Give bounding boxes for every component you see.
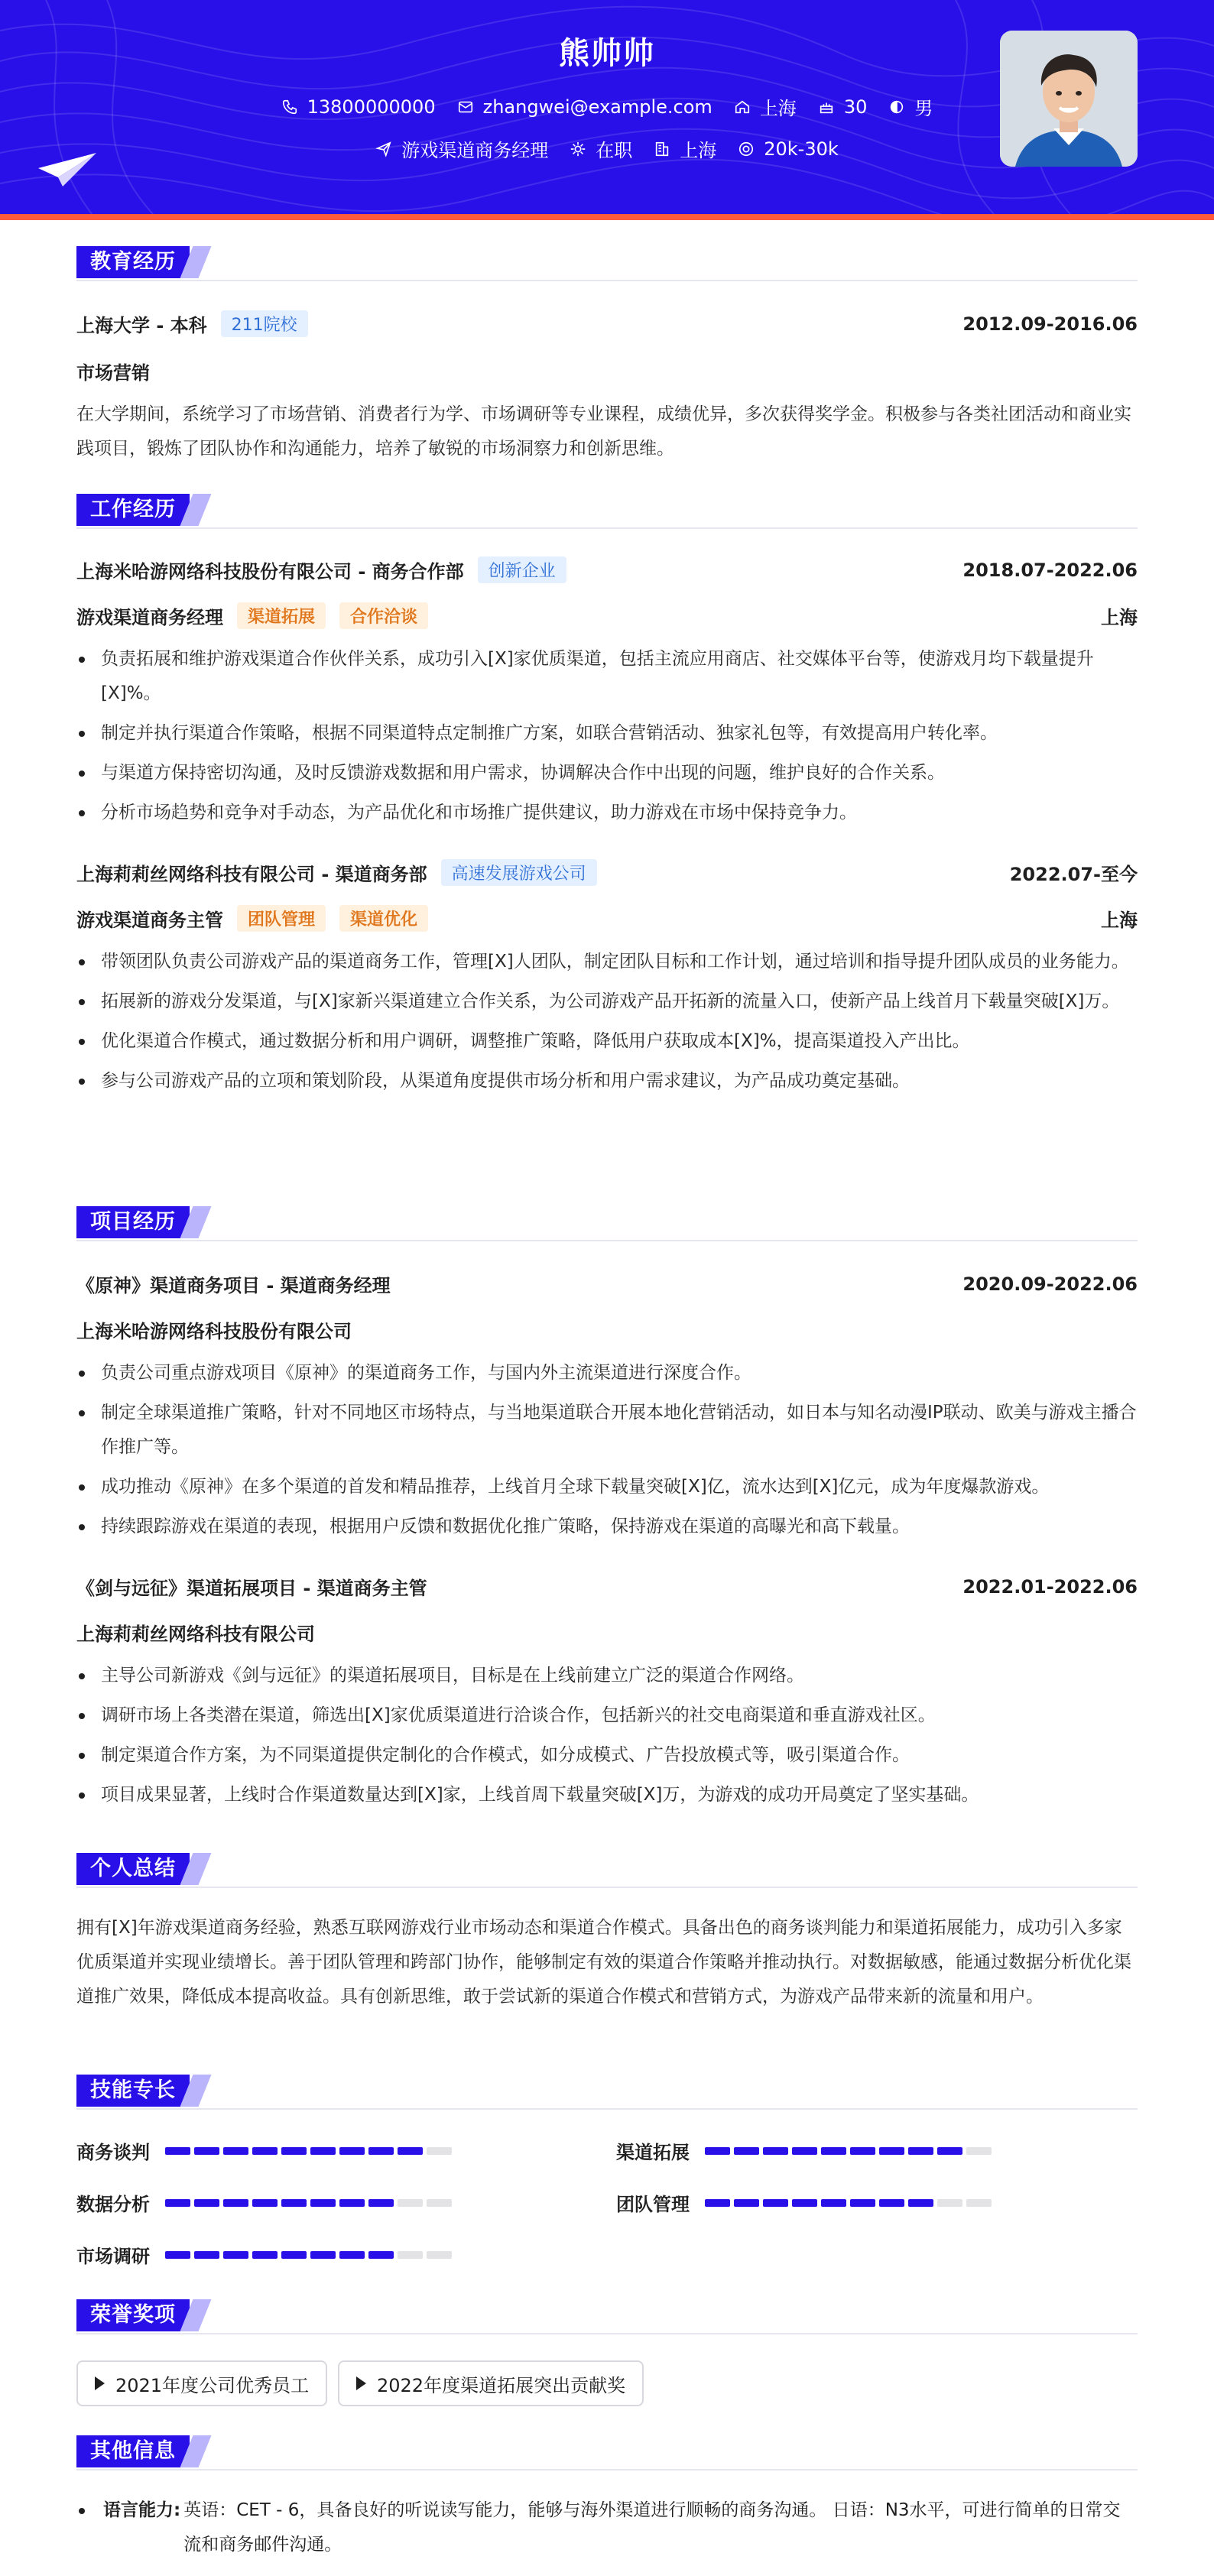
avatar xyxy=(1000,31,1138,167)
section-title-awards xyxy=(76,2299,1138,2334)
section-divider xyxy=(76,1887,1138,1888)
role-tag: 渠道优化 xyxy=(339,905,428,932)
skill-name: 市场调研 xyxy=(76,2246,150,2267)
status-icon xyxy=(570,141,586,157)
list-item: 参与公司游戏产品的立项和策划阶段，从渠道角度提供市场分析和用户需求建议，为产品成功奠定基础。 xyxy=(76,1064,1138,1098)
skill-bar-filled xyxy=(763,2147,788,2155)
skill-bar-filled xyxy=(339,2199,365,2207)
target-position-value: 游戏渠道商务经理 xyxy=(401,140,549,161)
list-item: 带领团队负责公司游戏产品的渠道商务工作，管理[X]人团队，制定团队目标和工作计划，通过培训和指导提升团队成员的业务能力。 xyxy=(76,945,1138,979)
section-title-label: 其他信息 xyxy=(76,2435,190,2467)
skill-bar-filled xyxy=(281,2199,307,2207)
list-item: 分析市场趋势和竞争对手动态，为产品优化和市场推广提供建议，助力游戏在市场中保持竞争力。 xyxy=(76,796,1138,830)
skill-bar-empty xyxy=(427,2199,452,2207)
skill-row xyxy=(616,2189,992,2216)
skill-name: 渠道拓展 xyxy=(616,2142,690,2163)
target-position-info xyxy=(375,135,548,162)
target-city-value: 上海 xyxy=(680,140,717,161)
section-title-summary xyxy=(76,1853,1138,1888)
skill-bar-filled xyxy=(908,2147,933,2155)
list-item: 成功推动《原神》在多个渠道的首发和精品推荐，上线首月全球下载量突破[X]亿，流水达到[X]亿元，成为年度爆款游戏。 xyxy=(76,1470,1138,1504)
job-role-row xyxy=(76,602,1138,629)
other-info-item xyxy=(76,2493,1138,2562)
section-title-label: 个人总结 xyxy=(76,1853,190,1885)
list-item: 拓展新的游戏分发渠道，与[X]家新兴渠道建立合作关系，为公司游戏产品开拓新的流量入口，使新产品上线首月下载量突破[X]万。 xyxy=(76,985,1138,1019)
skill-bar-filled xyxy=(763,2199,788,2207)
gender-icon xyxy=(888,99,905,115)
skill-bar-filled xyxy=(850,2147,875,2155)
job-role-row xyxy=(76,905,1138,932)
salary-value: 20k-30k xyxy=(764,138,839,160)
building-icon xyxy=(654,141,670,157)
skill-bar-filled xyxy=(310,2147,336,2155)
project-header-row xyxy=(76,1573,1138,1600)
section-divider xyxy=(76,2333,1138,2334)
project-period: 2020.09-2022.06 xyxy=(962,1273,1138,1295)
bullet-dot xyxy=(79,2508,85,2514)
role-tag: 渠道拓展 xyxy=(237,602,326,629)
skill-row xyxy=(76,2137,452,2164)
skill-bar-filled xyxy=(223,2251,248,2259)
paper-plane-icon xyxy=(37,151,98,188)
job-period: 2018.07-2022.06 xyxy=(962,559,1138,581)
skill-name: 数据分析 xyxy=(76,2194,150,2215)
skill-bar-filled xyxy=(705,2147,730,2155)
project-bullet-list xyxy=(76,1356,1138,1549)
award-item xyxy=(76,2360,327,2406)
skill-bar-filled xyxy=(252,2199,278,2207)
skill-bar-filled xyxy=(339,2251,365,2259)
project-name: 《剑与远征》渠道拓展项目 - 渠道商务主管 xyxy=(76,1578,427,1599)
skill-bar-filled xyxy=(310,2251,336,2259)
target-city-info xyxy=(654,135,716,162)
job-company: 上海米哈游网络科技股份有限公司 - 商务合作部 xyxy=(76,561,464,582)
role-tag: 团队管理 xyxy=(237,905,326,932)
education-major: 市场营销 xyxy=(76,362,150,384)
skill-bar-filled xyxy=(705,2199,730,2207)
skill-bar-filled xyxy=(850,2199,875,2207)
list-item: 制定全球渠道推广策略，针对不同地区市场特点，与当地渠道联合开展本地化营销活动，如日本与知名动漫IP联动、欧美与游戏主播合作推广等。 xyxy=(76,1396,1138,1465)
skill-bar-filled xyxy=(281,2251,307,2259)
section-divider xyxy=(76,2469,1138,2471)
job-period: 2022.07-至今 xyxy=(1009,864,1138,885)
salary-icon xyxy=(738,141,755,157)
section-title-label: 项目经历 xyxy=(76,1206,190,1238)
award-item xyxy=(338,2360,644,2406)
skill-bar-empty xyxy=(427,2147,452,2155)
award-name: 2022年度渠道拓展突出贡献奖 xyxy=(377,2374,626,2396)
other-info-key: 语言能力: xyxy=(103,2500,181,2520)
age-info xyxy=(818,96,868,118)
skill-bar-filled xyxy=(223,2147,248,2155)
skill-bar-filled xyxy=(734,2199,759,2207)
skill-bar-filled xyxy=(252,2251,278,2259)
list-item: 主导公司新游戏《剑与远征》的渠道拓展项目，目标是在上线前建立广泛的渠道合作网络。 xyxy=(76,1659,1138,1693)
education-period: 2012.09-2016.06 xyxy=(962,313,1138,335)
list-item: 负责拓展和维护游戏渠道合作伙伴关系，成功引入[X]家优质渠道，包括主流应用商店、社交媒体平台等，使游戏月均下载量提升[X]%。 xyxy=(76,642,1138,711)
avatar-illustration xyxy=(1000,31,1138,167)
list-item: 持续跟踪游戏在渠道的表现，根据用户反馈和数据优化推广策略，保持游戏在渠道的高曝光和高下载量。 xyxy=(76,1510,1138,1544)
skill-row xyxy=(76,2241,452,2268)
skill-bar-empty xyxy=(398,2199,423,2207)
skill-level-bars xyxy=(165,2199,452,2207)
section-title-other xyxy=(76,2435,1138,2471)
home-icon xyxy=(734,99,751,115)
job-city: 上海 xyxy=(1101,910,1138,931)
phone-info xyxy=(281,96,436,118)
job-header-row xyxy=(76,556,1138,583)
skill-name: 团队管理 xyxy=(616,2194,690,2215)
education-description: 在大学期间，系统学习了市场营销、消费者行为学、市场调研等专业课程，成绩优异，多次获得奖学金。积极参与各类社团活动和商业实践项目，锻炼了团队协作和沟通能力，培养了敏锐的市场洞察力和创新思维。 xyxy=(76,404,1131,459)
job-header-row xyxy=(76,859,1138,886)
skill-bar-filled xyxy=(879,2199,904,2207)
section-title-skills xyxy=(76,2075,1138,2110)
skill-bar-filled xyxy=(194,2251,219,2259)
resume-header xyxy=(0,0,1214,214)
skill-bar-empty xyxy=(937,2199,962,2207)
school-name: 上海大学 - 本科 xyxy=(76,315,207,336)
mail-icon xyxy=(457,99,474,115)
skill-bar-filled xyxy=(937,2147,962,2155)
section-title-label: 工作经历 xyxy=(76,494,190,526)
age-value: 30 xyxy=(843,96,868,118)
skill-bar-filled xyxy=(165,2199,190,2207)
skill-bar-empty xyxy=(398,2251,423,2259)
skill-bar-filled xyxy=(165,2251,190,2259)
triangle-bullet-icon xyxy=(95,2376,105,2390)
skill-row xyxy=(616,2137,992,2164)
skill-bar-filled xyxy=(398,2147,423,2155)
skill-bar-filled xyxy=(734,2147,759,2155)
skill-level-bars xyxy=(705,2147,992,2155)
phone-icon xyxy=(281,99,298,115)
skill-bar-filled xyxy=(281,2147,307,2155)
job-city: 上海 xyxy=(1101,607,1138,628)
role-tag: 合作洽谈 xyxy=(339,602,428,629)
section-divider xyxy=(76,1240,1138,1241)
list-item: 制定并执行渠道合作策略，根据不同渠道特点定制推广方案，如联合营销活动、独家礼包等，有效提高用户转化率。 xyxy=(76,716,1138,751)
age-icon xyxy=(818,99,835,115)
job-role: 游戏渠道商务经理 xyxy=(76,607,223,628)
gender-info xyxy=(888,93,933,120)
skill-bar-empty xyxy=(966,2199,992,2207)
section-title-label: 技能专长 xyxy=(76,2075,190,2107)
skill-bar-empty xyxy=(427,2251,452,2259)
project-header-row xyxy=(76,1270,1138,1297)
list-item: 负责公司重点游戏项目《原神》的渠道商务工作，与国内外主流渠道进行深度合作。 xyxy=(76,1356,1138,1390)
section-title-education xyxy=(76,246,1138,281)
project-company: 上海莉莉丝网络科技有限公司 xyxy=(76,1624,315,1645)
summary-text: 拥有[X]年游戏渠道商务经验，熟悉互联网游戏行业市场动态和渠道合作模式。具备出色的商务谈判能力和渠道拓展能力，成功引入多家优质渠道并实现业绩增长。善于团队管理和跨部门协作，能够制定有效的渠道合作策略并推动执行。对数据敏感，能通过数据分析优化渠道推广效果，降低成本提高收益。具有创新思维，敢于尝试新的渠道合作模式和营销方式，为游戏产品带来新的流量和用户。 xyxy=(76,1918,1131,2007)
section-divider xyxy=(76,2108,1138,2110)
skill-bar-filled xyxy=(194,2147,219,2155)
email-info xyxy=(457,96,712,118)
send-icon xyxy=(375,141,392,157)
skill-level-bars xyxy=(165,2147,452,2155)
list-item: 优化渠道合作模式，通过数据分析和用户调研，调整推广策略，降低用户获取成本[X]%，提高渠道投入产出比。 xyxy=(76,1024,1138,1059)
section-title-label: 教育经历 xyxy=(76,246,190,278)
section-title-work xyxy=(76,494,1138,529)
skill-bar-filled xyxy=(165,2147,190,2155)
skill-bar-filled xyxy=(339,2147,365,2155)
job-bullet-list xyxy=(76,642,1138,835)
skill-bar-filled xyxy=(821,2199,846,2207)
skill-bar-filled xyxy=(368,2199,394,2207)
skill-bar-filled xyxy=(368,2147,394,2155)
skill-bar-filled xyxy=(223,2199,248,2207)
list-item: 与渠道方保持密切沟通，及时反馈游戏数据和用户需求，协调解决合作中出现的问题，维护良好的合作关系。 xyxy=(76,756,1138,790)
list-item: 制定渠道合作方案，为不同渠道提供定制化的合作模式，如分成模式、广告投放模式等，吸引渠道合作。 xyxy=(76,1738,1138,1773)
project-bullet-list xyxy=(76,1659,1138,1818)
hometown-info xyxy=(734,93,797,120)
candidate-name: 熊帅帅 xyxy=(559,36,655,71)
skill-bar-filled xyxy=(879,2147,904,2155)
project-period: 2022.01-2022.06 xyxy=(962,1575,1138,1598)
skill-bar-filled xyxy=(368,2251,394,2259)
salary-info xyxy=(738,138,839,160)
skill-bar-filled xyxy=(252,2147,278,2155)
list-item: 项目成果显著，上线时合作渠道数量达到[X]家，上线首周下载量突破[X]万，为游戏的成功开局奠定了坚实基础。 xyxy=(76,1778,1138,1812)
other-info-value: 英语：CET - 6，具备良好的听说读写能力，能够与海外渠道进行顺畅的商务沟通。 日语：N3水平，可进行简单的日常交流和商务邮件沟通。 xyxy=(183,2500,1121,2555)
project-company: 上海米哈游网络科技股份有限公司 xyxy=(76,1321,352,1342)
skill-bar-filled xyxy=(792,2199,817,2207)
job-company: 上海莉莉丝网络科技有限公司 - 渠道商务部 xyxy=(76,864,427,885)
phone-value: 13800000000 xyxy=(307,96,436,118)
status-value: 在职 xyxy=(596,140,633,161)
email-value: zhangwei@example.com xyxy=(482,96,712,118)
skill-bar-filled xyxy=(792,2147,817,2155)
award-name: 2021年度公司优秀员工 xyxy=(115,2374,310,2396)
hometown-value: 上海 xyxy=(759,98,797,119)
section-divider xyxy=(76,527,1138,529)
company-tag: 高速发展游戏公司 xyxy=(441,859,597,886)
job-bullet-list xyxy=(76,945,1138,1104)
gender-value: 男 xyxy=(914,98,933,119)
section-title-label: 荣誉奖项 xyxy=(76,2299,190,2331)
skill-name: 商务谈判 xyxy=(76,2142,150,2163)
company-tag: 创新企业 xyxy=(478,556,566,583)
school-tag: 211院校 xyxy=(221,310,308,337)
skill-bar-filled xyxy=(908,2199,933,2207)
education-header-row xyxy=(76,310,1138,337)
status-info xyxy=(570,135,632,162)
section-title-projects xyxy=(76,1206,1138,1241)
skill-bar-filled xyxy=(310,2199,336,2207)
skill-bar-filled xyxy=(821,2147,846,2155)
skill-row xyxy=(76,2189,452,2216)
section-divider xyxy=(76,280,1138,281)
job-role: 游戏渠道商务主管 xyxy=(76,910,223,931)
list-item: 调研市场上各类潜在渠道，筛选出[X]家优质渠道进行洽谈合作，包括新兴的社交电商渠道和垂直游戏社区。 xyxy=(76,1698,1138,1733)
triangle-bullet-icon xyxy=(356,2376,366,2390)
skill-bar-filled xyxy=(194,2199,219,2207)
skill-level-bars xyxy=(165,2251,452,2259)
skill-bar-empty xyxy=(966,2147,992,2155)
header-accent-bar xyxy=(0,214,1214,220)
project-name: 《原神》渠道商务项目 - 渠道商务经理 xyxy=(76,1275,391,1296)
skill-level-bars xyxy=(705,2199,992,2207)
